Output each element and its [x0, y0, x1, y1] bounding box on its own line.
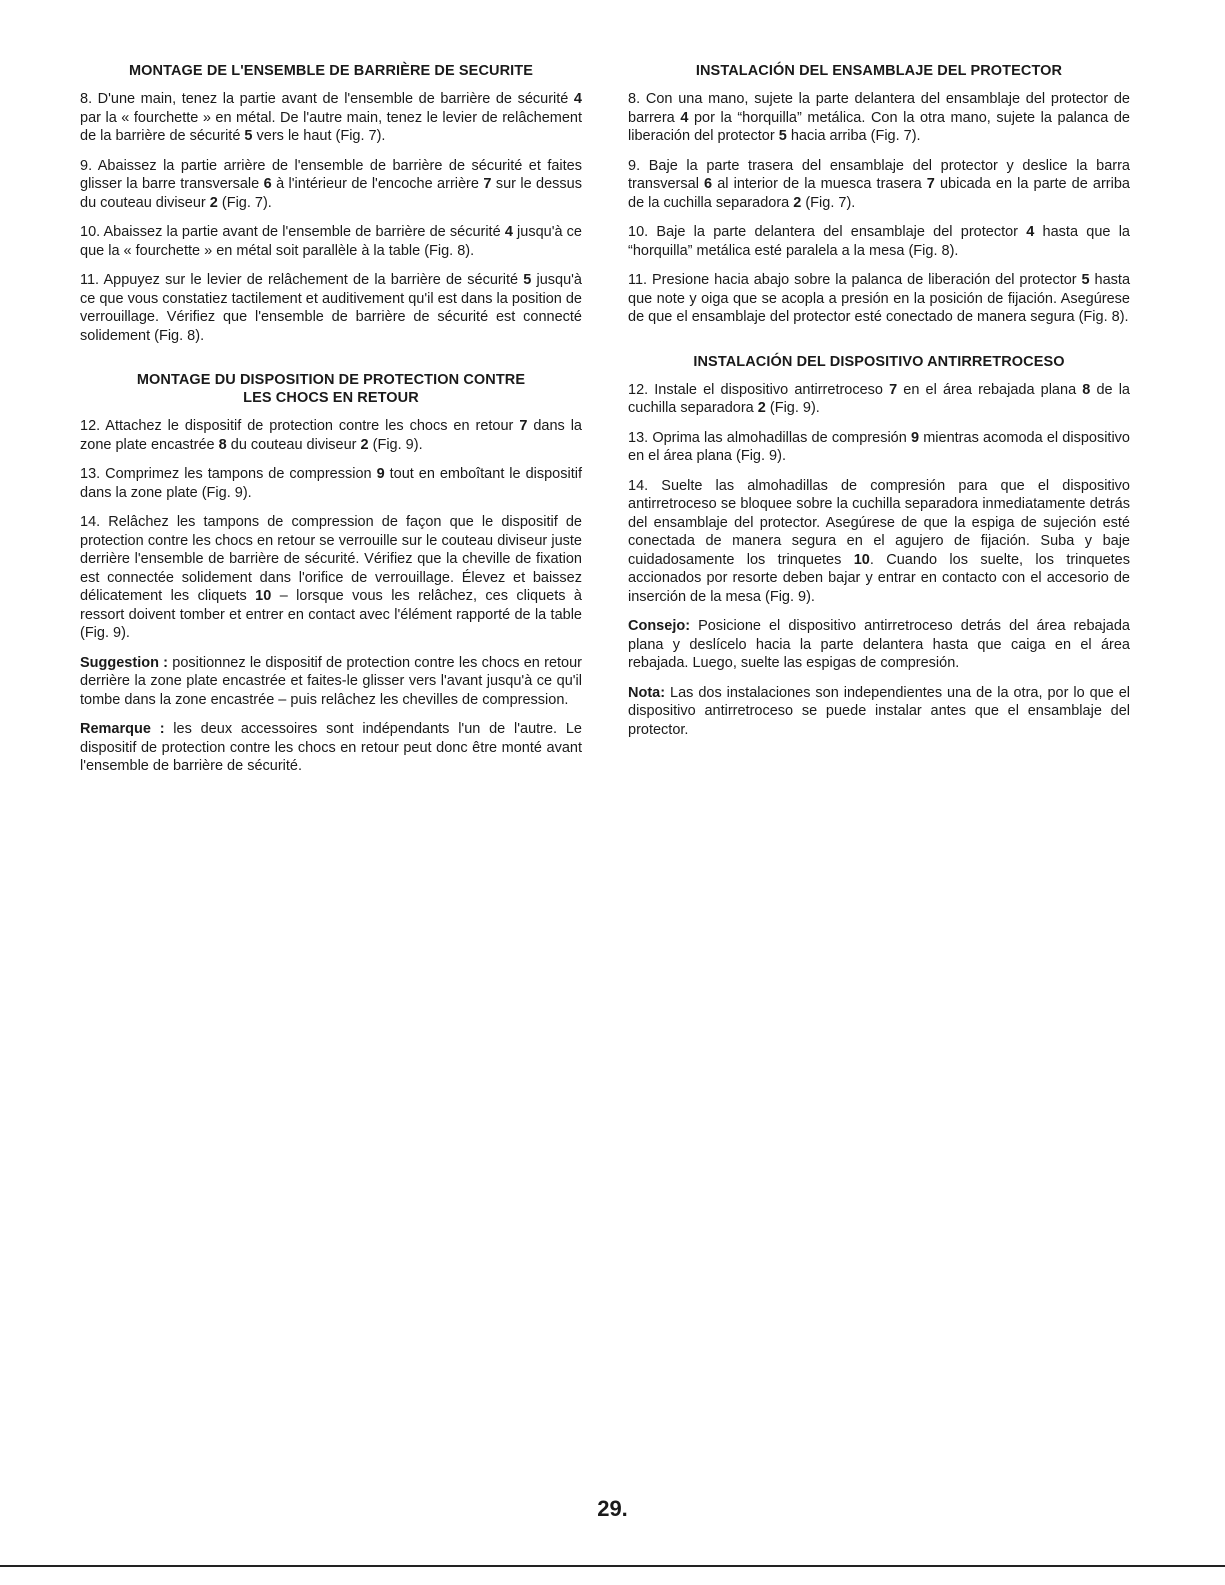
- es-section-title-guard: INSTALACIÓN DEL ENSAMBLAJE DEL PROTECTOR: [695, 63, 1063, 79]
- fr-note: Remarque : les deux accessoires sont indépendants l'un de l'autre. Le dispositif de protection contre les chocs en retour peut donc être monté avant l'ensemble de barrière de sécurité.: [80, 721, 582, 774]
- fr-step-8: 8. D'une main, tenez la partie avant de l'ensemble de barrière de sécurité 4 par la « fourchette » en métal. De l'autre main, tenez le levier de relâchement de la barrière de sécurité 5 vers le haut (Fig. 7).: [80, 91, 582, 144]
- es-step-13: 13. Oprima las almohadillas de compresión 9 mientras acomoda el dispositivo en el área plana (Fig. 9).: [628, 429, 1130, 464]
- fr-section-antikickback: [80, 371, 582, 776]
- fr-step-12: 12. Attachez le dispositif de protection contre les chocs en retour 7 dans la zone plate encastrée 8 du couteau diviseur 2 (Fig. 9).: [80, 418, 582, 453]
- es-step-10: 10. Baje la parte delantera del ensamblaje del protector 4 hasta que la “horquilla” metálica esté paralela a la mesa (Fig. 8).: [628, 224, 1130, 259]
- fr-step-10: 10. Abaissez la partie avant de l'ensemble de barrière de sécurité 4 jusqu'à ce que la « fourchette » en métal soit parallèle à la table (Fig. 8).: [80, 224, 582, 259]
- es-step-11: 11. Presione hacia abajo sobre la palanca de liberación del protector 5 hasta que note y oiga que se acopla a presión en la posición de fijación. Asegúrese de que el ensamblaje del protector esté conectado de manera segura (Fig. 8).: [628, 272, 1131, 325]
- french-column: [80, 62, 582, 802]
- fr-section-title-antikickback: MONTAGE DU DISPOSITION DE PROTECTION CONTRE LES CHOCS EN RETOUR: [136, 372, 526, 406]
- spanish-column: [628, 62, 1130, 765]
- es-section-title-antikickback: INSTALACIÓN DEL DISPOSITIVO ANTIRRETROCESO: [693, 353, 1065, 370]
- fr-step-13: 13. Comprimez les tampons de compression 9 tout en emboîtant le dispositif dans la zone plate (Fig. 9).: [80, 466, 582, 501]
- es-step-14: 14. Suelte las almohadillas de compresión para que el dispositivo antirretroceso se bloquee sobre la cuchilla separadora inmediatamente detrás del ensamblaje del protector. Asegúrese de que la espiga de sujeción esté conectada de manera segura en el agujero de fijación. Suba y baje cuidadosamente los trinquetes 10. Cuando los suelte, los trinquetes accionados por resorte deben bajar y entrar en contacto con el accesorio de inserción de la mesa (Fig. 9).: [628, 477, 1130, 605]
- es-step-8: 8. Con una mano, sujete la parte delantera del ensamblaje del protector de barrera 4 por la “horquilla” metálica. Con la otra mano, sujete la palanca de liberación del protector 5 hacia arriba (Fig. 7).: [628, 91, 1130, 144]
- es-section-antikickback: [628, 353, 1130, 740]
- es-step-9: 9. Baje la parte trasera del ensamblaje del protector y deslice la barra transversal 6 al interior de la muesca trasera 7 ubicada en la parte de arriba de la cuchilla separadora 2 (Fig. 7).: [628, 157, 1130, 211]
- page-number: 29.: [597, 1496, 628, 1521]
- es-note: Nota: Las dos instalaciones son independientes una de la otra, por lo que el dispositivo antirretroceso se puede instalar antes que el ensamblaje del protector.: [628, 684, 1130, 738]
- fr-section-title-guard: MONTAGE DE L'ENSEMBLE DE BARRIÈRE DE SECURITE: [128, 63, 534, 79]
- bottom-rule: [0, 1565, 1225, 1567]
- es-tip: Consejo: Posicione el dispositivo antirretroceso detrás del área rebajada plana y deslícelo hacia la parte delantera hasta que caiga en el área rebajada. Luego, suelte las espigas de compresión.: [628, 618, 1130, 671]
- fr-step-9: 9. Abaissez la partie arrière de l'ensemble de barrière de sécurité et faites glisser la barre transversale 6 à l'intérieur de l'encoche arrière 7 sur le dessus du couteau diviseur 2 (Fig. 7).: [80, 157, 582, 211]
- fr-section-guard-assembly: [80, 62, 582, 345]
- fr-step-14: 14. Relâchez les tampons de compression de façon que le dispositif de protection contre les chocs en retour se verrouille sur le couteau diviseur juste derrière l'ensemble de barrière de sécurité. Vérifiez que la cheville de fixation est connectée solidement dans l'orifice de verrouillage. Élevez et baissez délicatement les cliquets 10 – lorsque vous les relâchez, ces cliquets à ressort doivent tomber et entrer en contact avec l'élément rapporté de la table (Fig. 9).: [80, 514, 582, 641]
- fr-tip: Suggestion : positionnez le dispositif de protection contre les chocs en retour derrière la zone plate encastrée et faites-le glisser vers l'avant jusqu'à ce qu'il tombe dans la zone encastrée – puis relâchez les chevilles de compression.: [80, 654, 582, 708]
- es-section-guard-assembly: [628, 62, 1130, 327]
- fr-step-11: 11. Appuyez sur le levier de relâchement de la barrière de sécurité 5 jusqu'à ce que vous constatiez tactilement et auditivement qu'il est dans la position de verrouillage. Vérifiez que l'ensemble de barrière de sécurité est connecté solidement (Fig. 8).: [80, 272, 582, 344]
- es-step-12: 12. Instale el dispositivo antirretroceso 7 en el área rebajada plana 8 de la cuchilla separadora 2 (Fig. 9).: [628, 381, 1130, 416]
